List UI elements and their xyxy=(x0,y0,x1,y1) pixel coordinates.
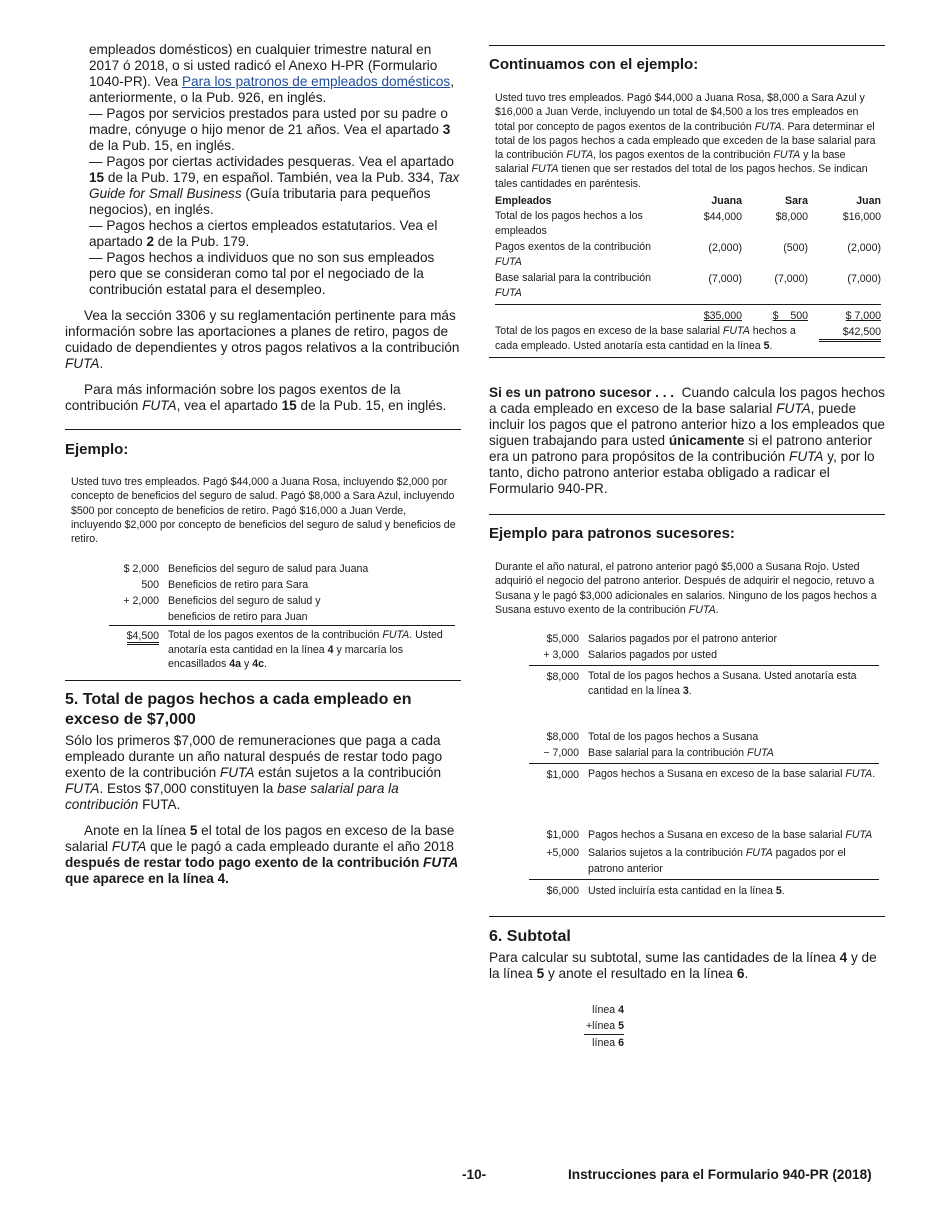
table-row: Pagos exentos de la contribución FUTA (2,000) (500) (2,000) xyxy=(495,241,881,268)
table-total-row: Total de los pagos en exceso de la base salarial FUTA hechos a cada empleado. Usted anotaría esta cantidad en la línea 5. $42,500 xyxy=(495,325,881,352)
item-fishing: — Pagos por ciertas actividades pesqueras. Vea el apartado 15 de la Pub. 179, en español. También, vea la Pub. 334, Tax Guide for Small Business (Guía tributaria para pequeños negocios), en inglés. xyxy=(89,154,460,217)
table-row: 500 Beneficios de retiro para Sara xyxy=(141,579,309,591)
footer-title: Instrucciones para el Formulario 940-PR (2018) xyxy=(568,1167,872,1182)
successor-example-bottom-rule xyxy=(489,916,885,917)
section-5-heading: 5. Total de pagos hechos a cada empleado en exceso de $7,000 xyxy=(65,691,412,728)
para-section-3306: Vea la sección 3306 y su reglamentación pertinente para más información sobre las aportaciones a planes de retiro, pagos de cuidado de dependientes y otros pagos relativos a la contribución FUTA. xyxy=(65,308,460,371)
continue-example-text: Usted tuvo tres empleados. Pagó $44,000 a Juana Rosa, $8,000 a Sara Azul y $16,000 a Juan Verde, incluyendo un total de $4,500 a los tres empleados en total por concepto de pagos exentos de la contribución FUTA. Para determinar el total de los pagos hechos a cada empleado que exceden de la base salarial para la contribución FUTA, los pagos exentos de la contribución FUTA y la base salarial FUTA tienen que ser restados del total de los pagos hechos. Se indican tales cantidades en paréntesis. xyxy=(495,92,876,190)
section-6 xyxy=(489,927,885,1049)
continue-example-bottom-rule xyxy=(489,357,885,358)
example-table xyxy=(109,561,455,672)
successor-block-3 xyxy=(529,827,879,899)
example-title: Ejemplo: xyxy=(65,441,129,458)
subtotal-line-6: línea 6 xyxy=(592,1037,624,1049)
section-6-text: Para calcular su subtotal, sume las cantidades de la línea 4 y de la línea 5 y anote el resultado en la línea 6. xyxy=(489,950,877,981)
table-total-row: $8,000 Total de los pagos hechos a Susana. Usted anotaría esta cantidad en la línea 3. xyxy=(529,666,879,699)
item-family: — Pagos por servicios prestados para usted por su padre o madre, cónyuge o hijo menor de 21 años. Vea el apartado 3 de la Pub. 15, en inglés. xyxy=(89,106,451,153)
para-more-info: Para más información sobre los pagos exentos de la contribución FUTA, vea el apartado 15 de la Pub. 15, en inglés. xyxy=(65,382,447,413)
table-total-row: $4,500 Total de los pagos exentos de la contribución FUTA. Usted anotaría esta cantidad en la línea 4 y marcaría los encasillados 4a y 4c. xyxy=(109,626,455,672)
subtotal-line-5: +línea 5 xyxy=(584,1018,624,1035)
table-row: $1,000 Pagos hechos a Susana en exceso de la base salarial FUTA xyxy=(546,829,873,841)
table-row: $8,000 Total de los pagos hechos a Susana xyxy=(546,731,759,743)
section-5 xyxy=(65,690,461,887)
table-row: +5,000 Salarios sujetos a la contribución FUTA pagados por el patrono anterior xyxy=(546,847,846,875)
table-row: + 3,000 Salarios pagados por usted xyxy=(543,649,717,661)
example-text: Usted tuvo tres empleados. Pagó $44,000 a Juana Rosa, incluyendo $2,000 por concepto de beneficios del seguro de salud. Pagó $8,000 a Sara Azul, incluyendo $500 por concepto de beneficios de retiro. Pagó $16,000 a Juan Verde, incluyendo $2,000 por concepto de beneficios del seguro de salud y beneficios de retiro. xyxy=(71,476,456,546)
table-row: Base salarial para la contribución FUTA (7,000) (7,000) (7,000) xyxy=(495,272,881,299)
successor-paragraph: Si es un patrono sucesor . . . Cuando calcula los pagos hechos a cada empleado en exceso de la base salarial FUTA, puede incluir los pagos que el patrono anterior hizo a los empleados que siguen trabajando para usted únicamente si el patrono anterior era un patrono para propósitos de la contribución FUTA y, por lo tanto, dicho patrono anterior estaba obligado a radicar el Formulario 940-PR. xyxy=(489,385,889,496)
table-subtotal-row: $35,000 $ 500 $ 7,000 xyxy=(495,305,881,325)
table-row: beneficios de retiro para Juan xyxy=(168,611,308,623)
subtotal-line-4: línea 4 xyxy=(592,1004,624,1016)
item-nonemployees: — Pagos hechos a individuos que no son sus empleados pero que se consideran como tal por el negociado de la contribución estatal para el desempleo. xyxy=(89,250,435,297)
successor-example-title: Ejemplo para patronos sucesores: xyxy=(489,525,735,542)
table-header-row: Empleados Juana Sara Juan xyxy=(495,195,881,207)
continuation-text: empleados domésticos) en cualquier trimestre natural en 2017 ó 2018, o si usted radicó el Anexo H-PR (Formulario 1040-PR). Vea xyxy=(89,42,438,89)
table-row: − 7,000 Base salarial para la contribución FUTA xyxy=(543,747,774,759)
successor-example-text: Durante el año natural, el patrono anterior pagó $5,000 a Susana Rojo. Usted adquirió el negocio del patrono anterior. Después de adquirir el negocio, retuvo a Susana y le pagó $3,000 adicionales en salarios. Ninguno de los pagos hechos a Susana estuvo exento de la contribución FUTA. xyxy=(495,561,877,616)
table-row: $5,000 Salarios pagados por el patrono anterior xyxy=(546,633,778,645)
table-total-row: $1,000 Pagos hechos a Susana en exceso de la base salarial FUTA. xyxy=(529,764,879,784)
example-box xyxy=(65,429,461,682)
successor-block-2 xyxy=(529,729,879,783)
domestic-employers-link[interactable]: Para los patronos de empleados domésticos xyxy=(181,74,451,89)
table-row: Total de los pagos hechos a los empleados $44,000 $8,000 $16,000 xyxy=(495,210,881,237)
continue-example-box xyxy=(489,45,885,359)
example-bottom-rule xyxy=(65,680,461,681)
table-total-row: $6,000 Usted incluiría esta cantidad en la línea 5. xyxy=(529,880,879,900)
exempt-payments-continuation: empleados domésticos) en cualquier trimestre natural en 2017 ó 2018, o si usted radicó el Anexo H-PR (Formulario 1040-PR). Vea Para los patronos de empleados domésticos, anteriormente, o la Pub. 926, en inglés. — Pagos por servicios prestados para usted por su padre o madre, cónyuge o hijo menor de 21 años. Vea el apartado 3 de la Pub. 15, en inglés. — Pagos por ciertas actividades pesqueras. Vea el apartado 15 de la Pub. 179, en español. También, vea la Pub. 334, Tax Guide for Small Business (Guía tributaria para pequeños negocios), en inglés. — Pagos hechos a ciertos empleados estatutarios. Vea el apartado 2 de la Pub. 179. — Pagos hechos a individuos que no son sus empleados pero que se consideran como tal por el negociado de la contribución estatal para el desempleo. Vea la sección 3306 y su reglamentación pertinente para más información sobre las aportaciones a planes de retiro, pagos de cuidado de dependientes y otros pagos relativos a la contribución FUTA. Para más información sobre los pagos exentos de la contribución FUTA, vea el apartado 15 de la Pub. 15, en inglés. xyxy=(65,42,460,413)
table-row: + 2,000 Beneficios del seguro de salud y xyxy=(123,595,321,607)
continue-example-title: Continuamos con el ejemplo: xyxy=(489,56,699,73)
employees-table xyxy=(495,193,881,353)
successor-block-1 xyxy=(529,631,879,698)
section-6-heading: 6. Subtotal xyxy=(489,928,571,945)
section-5-para-2: Anote en la línea 5 el total de los pagos en exceso de la base salarial FUTA que le pagó a cada empleado durante el año 2018 después de restar todo pago exento de la contribución FUTA que aparece en la línea 4. xyxy=(65,823,459,886)
page-number: -10- xyxy=(462,1167,487,1182)
item-statutory: — Pagos hechos a ciertos empleados estatutarios. Vea el apartado 2 de la Pub. 179. xyxy=(89,218,438,249)
table-row: $ 2,000 Beneficios del seguro de salud para Juana xyxy=(123,563,369,575)
section-5-para-1: Sólo los primeros $7,000 de remuneraciones que paga a cada empleado durante un año natural después de restar todo pago exento de la contribución FUTA están sujetos a la contribución FUTA. Estos $7,000 constituyen la base salarial para la contribución FUTA. xyxy=(65,733,443,812)
subtotal-lines xyxy=(584,1002,624,1051)
successor-example-box xyxy=(489,514,885,918)
